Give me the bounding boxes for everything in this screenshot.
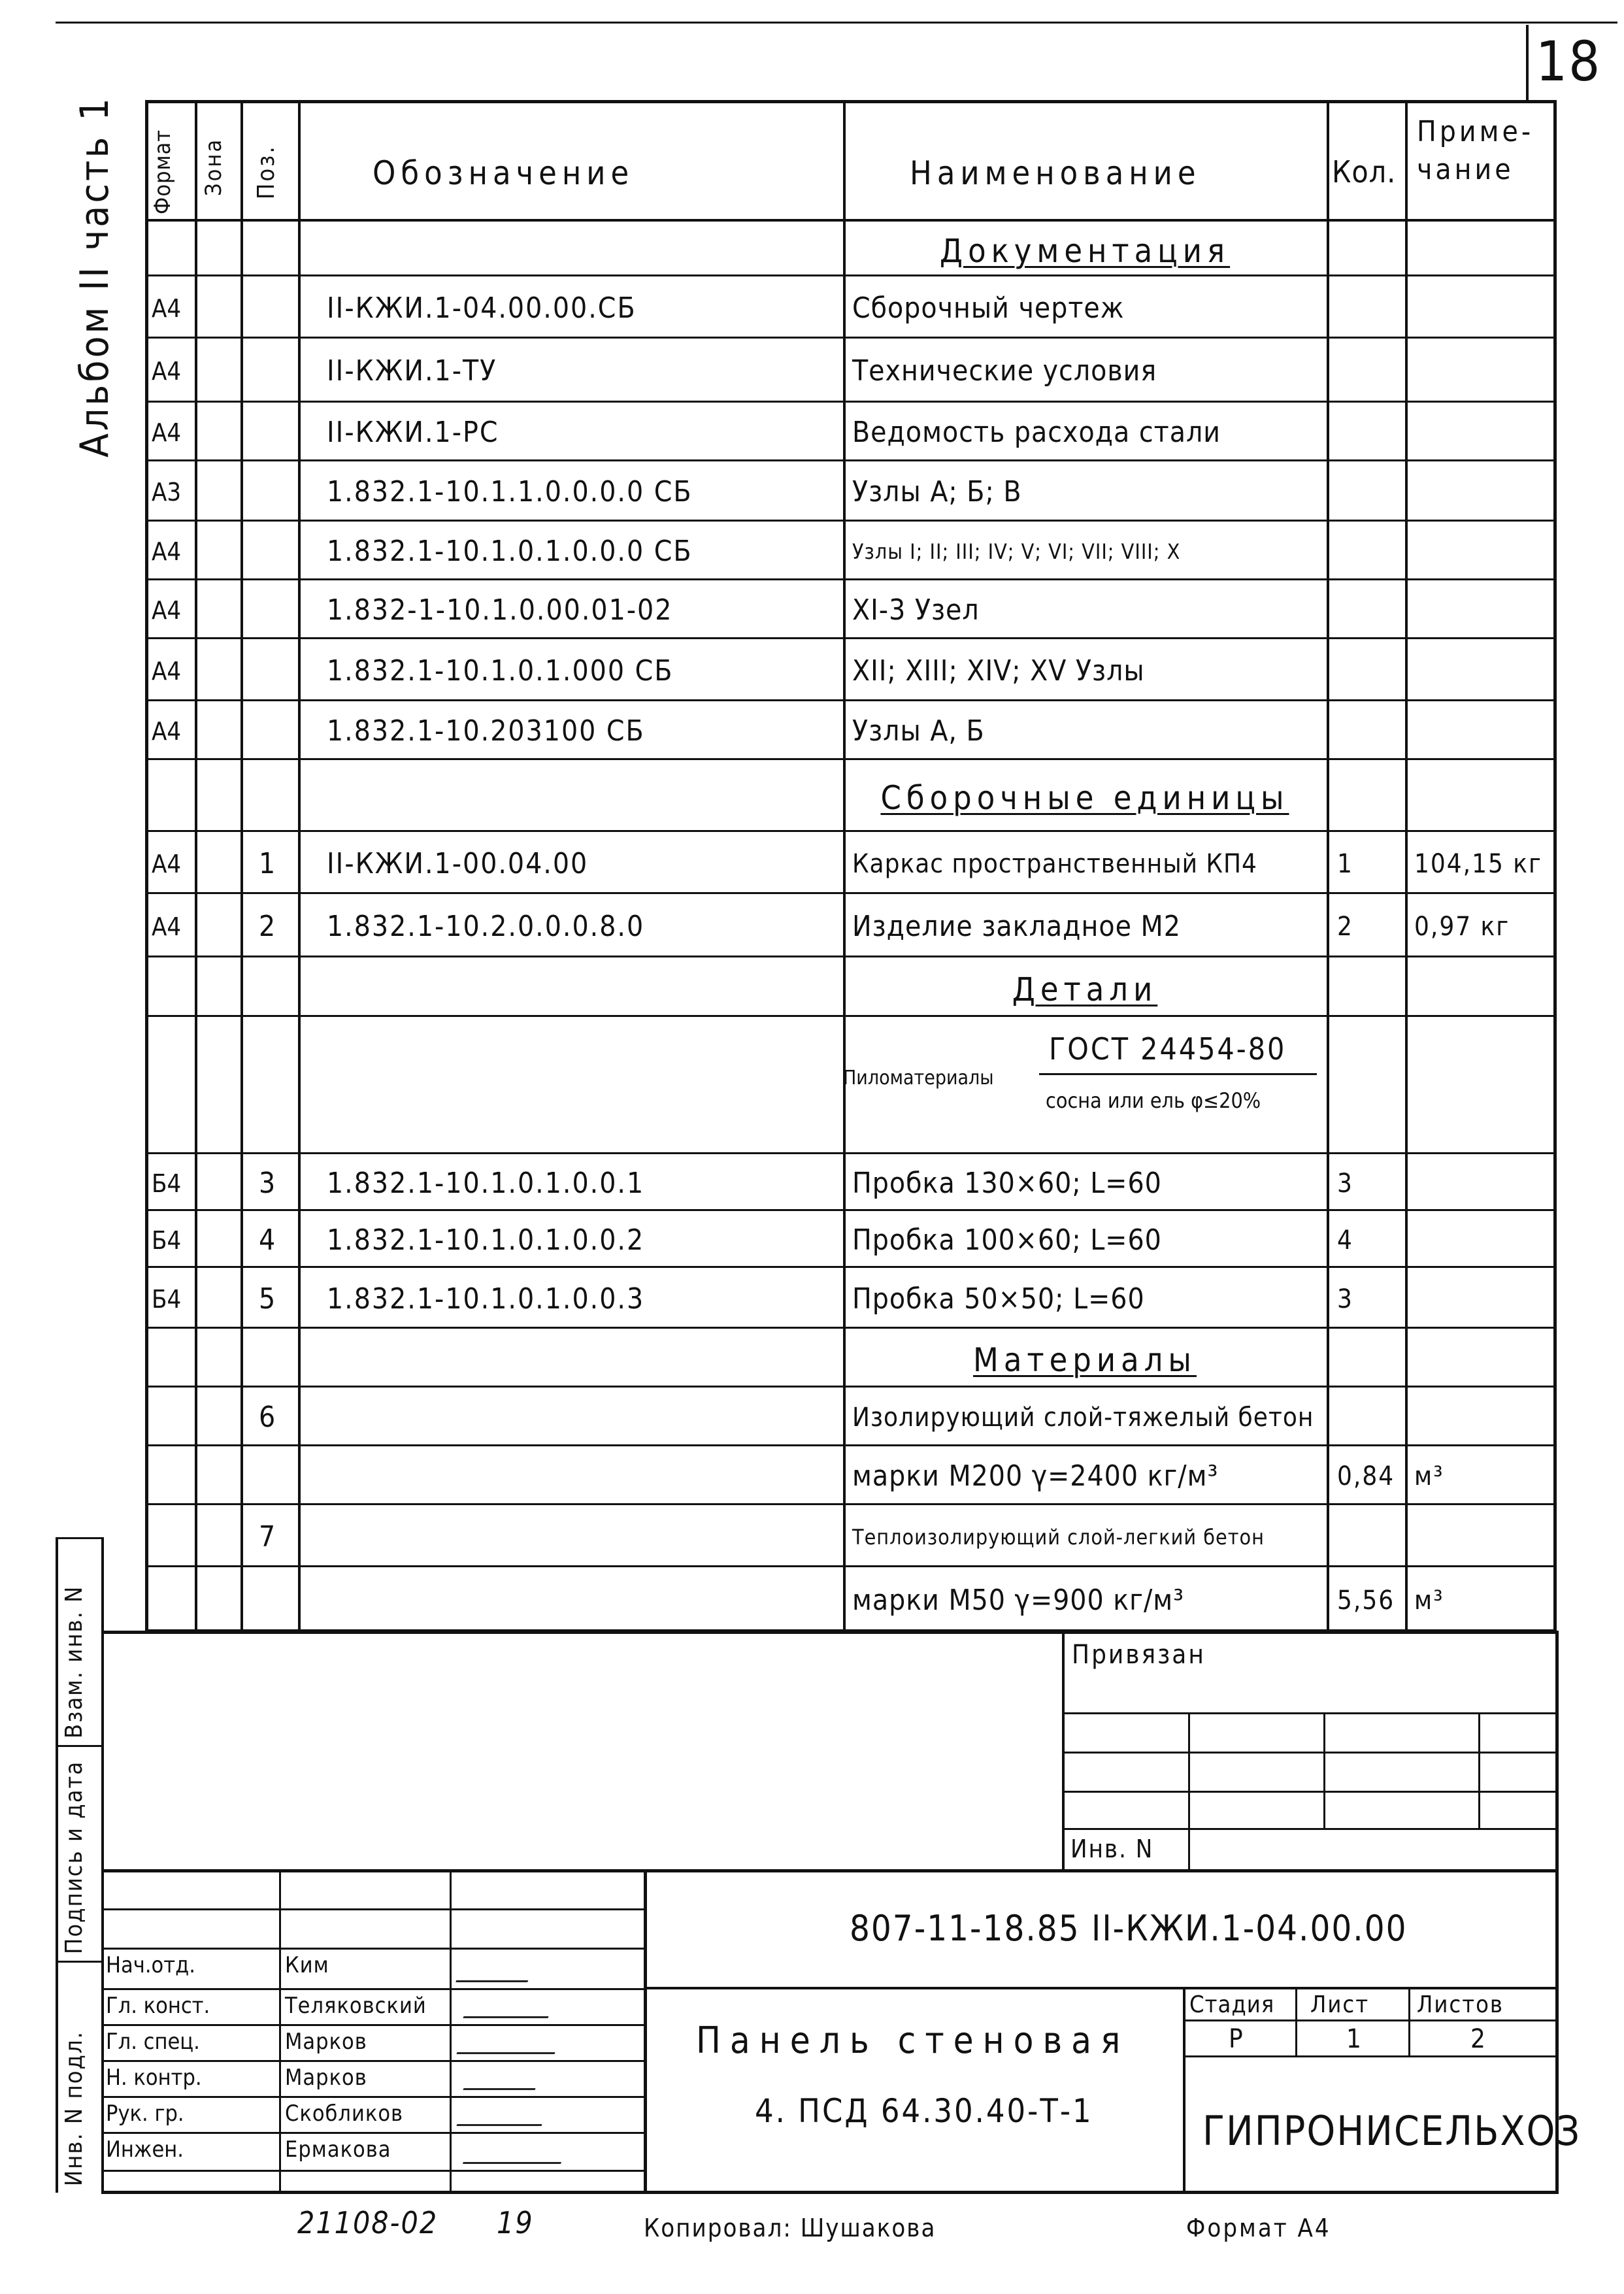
stamp-role: Инжен. (106, 2136, 184, 2163)
row-name: XII; XIII; XIV; XV Узлы (852, 654, 1145, 688)
row-designation: 1.832.1-10.2.0.0.0.8.0 (327, 909, 645, 943)
stamp-name: Ким (285, 1952, 329, 1978)
row-note: м³ (1414, 1461, 1444, 1491)
product-mark: 4. ПСД 64.30.40-Т-1 (755, 2092, 1093, 2130)
row-designation: II-КЖИ.1-04.00.00.СБ (327, 291, 637, 325)
header-note-1: Приме- (1417, 115, 1534, 148)
header-zone: Зона (201, 137, 227, 196)
row-pos: 2 (259, 909, 277, 943)
row-pos: 3 (259, 1166, 277, 1200)
album-label: Альбом II часть 1 (72, 95, 118, 457)
row-pos: 6 (259, 1401, 277, 1434)
product-name: Панель стеновая (696, 2020, 1130, 2062)
row-name: марки М50 γ=900 кг/м³ (852, 1584, 1185, 1617)
row-name: Узлы А; Б; В (852, 475, 1022, 508)
signature-mark (456, 2031, 563, 2054)
header-note-2: чание (1417, 153, 1514, 186)
row-note: м³ (1414, 1586, 1444, 1616)
row-format: А4 (152, 537, 182, 566)
row-qty: 1 (1337, 848, 1353, 879)
row-designation: 1.832.1-10.1.0.1.000 СБ (327, 654, 674, 688)
row-designation: 1.832.1-10.1.0.1.0.0.0 СБ (327, 535, 693, 568)
row-pos: 1 (259, 846, 277, 880)
sheets-value: 2 (1470, 2024, 1487, 2054)
header-name: Наименование (910, 154, 1201, 192)
row-format: А3 (152, 478, 182, 507)
row-name: Технические условия (852, 354, 1157, 388)
row-pos: 7 (259, 1520, 277, 1554)
row-qty: 3 (1337, 1168, 1353, 1199)
row-name: Пробка 130×60; L=60 (852, 1166, 1162, 1200)
row-name: Пробка 100×60; L=60 (852, 1223, 1162, 1257)
row-name: Сборочный чертеж (852, 291, 1125, 325)
signature-mark (456, 2103, 550, 2126)
row-designation: II-КЖИ.1-00.04.00 (327, 846, 589, 880)
section-heading: Документация (939, 231, 1231, 270)
row-format: А4 (152, 418, 182, 447)
copied-by: Копировал: Шушакова (644, 2214, 936, 2242)
row-format: Б4 (152, 1169, 182, 1198)
row-format: А4 (152, 293, 182, 323)
row-designation: 1.832.1-10.203100 СБ (327, 714, 645, 748)
header-qty: Кол. (1332, 154, 1397, 190)
row-name: Ведомость расхода стали (852, 416, 1221, 449)
stamp-role: Гл. спец. (106, 2029, 200, 2055)
lumber-gost: ГОСТ 24454-80 (1049, 1031, 1287, 1067)
stage-header: Стадия (1189, 1991, 1275, 2018)
sheet-header: Лист (1310, 1991, 1370, 2018)
row-format: Б4 (152, 1225, 182, 1255)
row-designation: 1.832.1-10.1.0.1.0.0.2 (327, 1223, 645, 1257)
row-qty: 2 (1337, 911, 1353, 942)
row-pos: 4 (259, 1223, 277, 1257)
doc-code: 807-11-18.85 II-КЖИ.1-04.00.00 (850, 1908, 1408, 1949)
row-format: А4 (152, 656, 182, 686)
side-vzam: Взам. инв. N (61, 1585, 88, 1738)
section-heading: Детали (1012, 970, 1158, 1008)
row-designation: 1.832.1-10.1.0.1.0.0.3 (327, 1282, 645, 1316)
format-label: Формат А4 (1186, 2214, 1331, 2242)
lumber-label: Пиломатериалы (843, 1067, 994, 1089)
side-sign-date: Подпись и дата (61, 1760, 88, 1954)
row-qty: 0,84 (1337, 1461, 1395, 1491)
stamp-name: Марков (285, 2065, 367, 2091)
row-pos: 5 (259, 1282, 277, 1316)
organization: ГИПРОНИСЕЛЬХОЗ (1202, 2107, 1582, 2155)
row-designation: II-КЖИ.1-ТУ (327, 354, 497, 388)
stamp-name: Ермакова (285, 2136, 391, 2163)
stamp-name: Марков (285, 2029, 367, 2055)
sheet-value: 1 (1346, 2024, 1363, 2054)
row-format: А4 (152, 357, 182, 386)
stamp-role: Нач.отд. (106, 1952, 195, 1978)
row-name: Пробка 50×50; L=60 (852, 1282, 1145, 1316)
section-heading: Сборочные единицы (880, 779, 1289, 817)
row-designation: 1.832.1-10.1.0.1.0.0.1 (327, 1166, 645, 1200)
stamp-role: Гл. конст. (106, 1993, 210, 2019)
privyazan-label: Привязан (1072, 1640, 1206, 1670)
lumber-spec: сосна или ель φ≤20% (1046, 1088, 1261, 1113)
header-designation: Обозначение (373, 154, 635, 192)
row-format: А4 (152, 912, 182, 941)
row-designation: 1.832-1-10.1.0.00.01-02 (327, 593, 673, 627)
stamp-role: Н. контр. (106, 2065, 202, 2091)
row-note: 0,97 кг (1414, 911, 1510, 942)
row-name: Каркас пространственный КП4 (852, 848, 1257, 879)
row-name: Изолирующий слой-тяжелый бетон (852, 1403, 1314, 1433)
row-name: Изделие закладное М2 (852, 909, 1181, 943)
inv-n-label: Инв. N (1070, 1835, 1154, 1863)
row-qty: 4 (1337, 1225, 1353, 1255)
stamp-name: Скобликов (285, 2101, 404, 2127)
row-designation: 1.832.1-10.1.1.0.0.0.0 СБ (327, 475, 693, 508)
page-number: 18 (1536, 29, 1602, 93)
row-designation: II-КЖИ.1-РС (327, 416, 499, 449)
row-name: XI-3 Узел (852, 593, 980, 627)
section-heading: Материалы (973, 1341, 1197, 1379)
sheets-header: Листов (1417, 1991, 1504, 2018)
row-qty: 5,56 (1337, 1586, 1395, 1616)
row-note: 104,15 кг (1414, 848, 1542, 879)
signature-mark (463, 2067, 543, 2090)
row-format: А4 (152, 596, 182, 625)
row-qty: 3 (1337, 1284, 1353, 1314)
header-format: Формат (150, 129, 176, 214)
row-format: Б4 (152, 1284, 182, 1314)
signature-mark (456, 1954, 538, 1982)
header-pos: Поз. (253, 144, 280, 199)
stamp-name: Теляковский (285, 1993, 427, 2019)
side-inv-orig: Инв. N подл. (61, 2031, 88, 2186)
row-name: Узлы А, Б (852, 714, 985, 748)
signature-mark (463, 2138, 570, 2164)
signature-mark (463, 1995, 556, 2018)
hand-number: 21108-02 (297, 2205, 439, 2240)
row-name: Теплоизолирующий слой-легкий бетон (852, 1524, 1265, 1550)
stage-value: Р (1229, 2024, 1244, 2054)
row-name: марки М200 γ=2400 кг/м³ (852, 1459, 1219, 1493)
row-name: Узлы I; II; III; IV; V; VI; VII; VIII; X (852, 539, 1181, 564)
hand-page: 19 (497, 2205, 534, 2240)
row-format: А4 (152, 849, 182, 878)
row-format: А4 (152, 717, 182, 746)
stamp-role: Рук. гр. (106, 2101, 184, 2127)
